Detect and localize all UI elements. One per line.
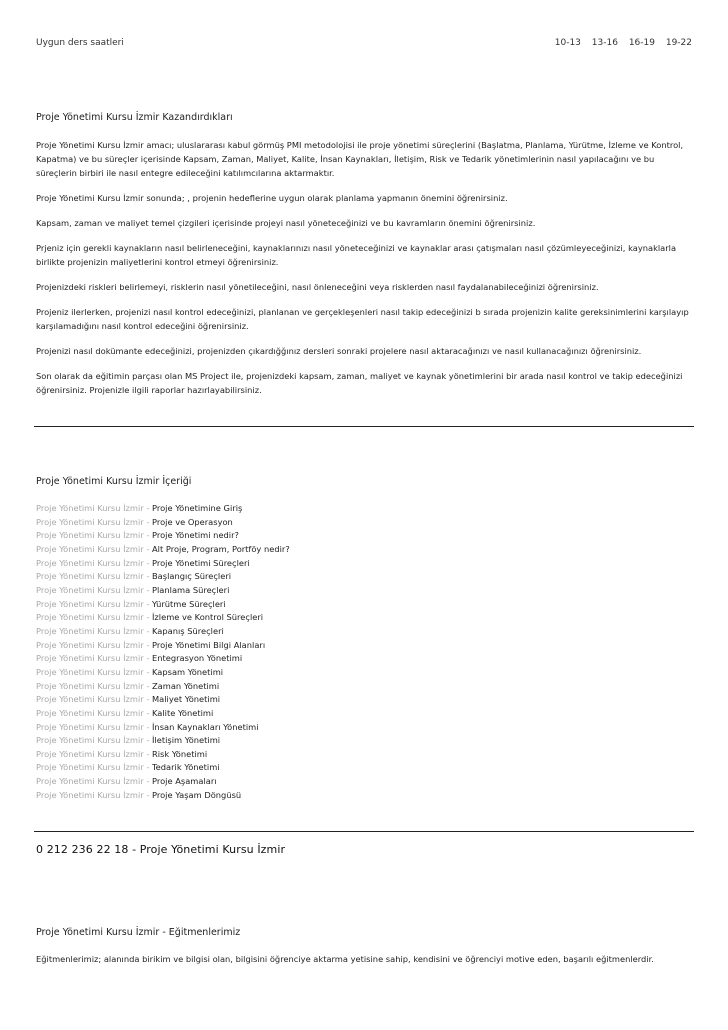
content-item-prefix: Proje Yönetimi Kursu İzmir - xyxy=(36,612,152,623)
content-list-item xyxy=(36,748,694,762)
phone-line: 0 212 236 22 18 - Proje Yönetimi Kursu İzmir xyxy=(36,843,286,856)
content-list-item xyxy=(36,652,694,666)
slot-19-22: 19-22 xyxy=(665,38,692,48)
content-item-prefix: Proje Yönetimi Kursu İzmir - xyxy=(36,789,152,800)
content-list-item xyxy=(36,516,694,530)
content-item-title: Zaman Yönetimi xyxy=(151,680,220,691)
trainers-section xyxy=(36,927,694,966)
content-item-title: Entegrasyon Yönetimi xyxy=(151,653,243,664)
content-item-prefix: Proje Yönetimi Kursu İzmir - xyxy=(36,571,152,582)
content-list-item xyxy=(36,543,694,557)
content-item-prefix: Proje Yönetimi Kursu İzmir - xyxy=(36,694,152,705)
content-item-title: Proje ve Operasyon xyxy=(151,516,233,527)
gains-paragraph: Proje Yönetimi Kursu İzmir amacı; uluslararası kabul görmüş PMI metodolojisi ile proje yönetimi süreçlerini (Başlatma, Planlama, Yürütme, İzleme ve Kontrol, Kapatma) ve bu süreçler içerisinde Kapsam, Zaman, Maliyet, Kalite, İnsan Kaynakları, İletişim, Risk ve Tedarik yönetimlerinin nasıl yapılacağını ve bu süreçlerin birbiri ile nasıl entegre edileceğini katılımcılarına aktarmaktır. xyxy=(36,140,684,178)
content-item-title: Başlangıç Süreçleri xyxy=(151,571,232,582)
content-item-prefix: Proje Yönetimi Kursu İzmir - xyxy=(36,584,152,595)
gains-section xyxy=(36,112,694,397)
content-item-title: Proje Yönetimi nedir? xyxy=(151,530,239,541)
content-list-item xyxy=(36,529,694,543)
content-list-item xyxy=(36,734,694,748)
slot-10-13: 10-13 xyxy=(554,38,581,48)
schedule-label: Uygun ders saatleri xyxy=(36,38,124,48)
content-item-title: Proje Yönetimi Bilgi Alanları xyxy=(151,639,266,650)
content-list-item xyxy=(36,502,694,516)
content-item-prefix: Proje Yönetimi Kursu İzmir - xyxy=(36,776,152,787)
trainers-paragraph: Eğitmenlerimiz; alanında birikim ve bilgisi olan, bilgisini öğrenciye aktarma yetisine sahip, kendisini ve öğrenciyi motive eden, başarılı eğitmenlerdir. xyxy=(36,954,654,964)
gains-paragraph: Projeniz ilerlerken, projenizi nasıl kontrol edeceğinizi, planlanan ve gerçekleşenleri nasıl takip edeceğinizi b sırada projenizin kalite gereksinimlerini karşılayıp karşılamadığını nasıl kontrol edeceğini öğrenirsiniz. xyxy=(36,307,689,331)
content-item-title: İletişim Yönetimi xyxy=(151,735,221,746)
content-heading: Proje Yönetimi Kursu İzmir İçeriği xyxy=(36,476,192,487)
content-list-item xyxy=(36,761,694,775)
content-item-prefix: Proje Yönetimi Kursu İzmir - xyxy=(36,666,152,677)
trainers-heading: Proje Yönetimi Kursu İzmir - Eğitmenlerimiz xyxy=(36,927,241,938)
content-item-prefix: Proje Yönetimi Kursu İzmir - xyxy=(36,653,152,664)
content-list-item xyxy=(36,775,694,789)
content-item-title: Yürütme Süreçleri xyxy=(151,598,226,609)
schedule-slots xyxy=(547,38,692,48)
content-item-title: Alt Proje, Program, Portföy nedir? xyxy=(151,543,290,554)
content-list-item xyxy=(36,693,694,707)
content-item-title: Proje Yaşam Döngüsü xyxy=(151,789,242,800)
content-list-item xyxy=(36,598,694,612)
content-item-prefix: Proje Yönetimi Kursu İzmir - xyxy=(36,735,152,746)
content-list-item xyxy=(36,707,694,721)
content-list-item xyxy=(36,680,694,694)
content-item-prefix: Proje Yönetimi Kursu İzmir - xyxy=(36,762,152,773)
slot-16-19: 16-19 xyxy=(628,38,655,48)
gains-paragraph: Prjeniz için gerekli kaynakların nasıl belirleneceğini, kaynaklarınızı nasıl yöneteceğinizi ve kaynaklar arası çatışmaları nasıl çözümleyeceğinizi, kaynaklarla birlikte projenizin maliyetlerini kontrol etmeyi öğrenirsiniz. xyxy=(36,243,677,267)
content-item-prefix: Proje Yönetimi Kursu İzmir - xyxy=(36,707,152,718)
content-list-item xyxy=(36,721,694,735)
gains-paragraph: Projenizi nasıl dokümante edeceğinizi, projenizden çıkardığğınız dersleri sonraki projelere nasıl aktaracağınızı ve nasıl kullanacağınızı öğrenirsiniz. xyxy=(36,346,642,356)
content-section xyxy=(36,476,694,802)
content-item-title: Risk Yönetimi xyxy=(151,748,208,759)
content-item-title: Maliyet Yönetimi xyxy=(151,694,221,705)
content-list-item xyxy=(36,625,694,639)
content-list-item xyxy=(36,639,694,653)
content-item-title: Proje Yönetimi Süreçleri xyxy=(151,557,250,568)
content-item-prefix: Proje Yönetimi Kursu İzmir - xyxy=(36,530,152,541)
content-item-title: İnsan Kaynakları Yönetimi xyxy=(151,721,259,732)
content-item-prefix: Proje Yönetimi Kursu İzmir - xyxy=(36,503,152,513)
gains-heading: Proje Yönetimi Kursu İzmir Kazandırdıkları xyxy=(36,112,233,123)
content-item-prefix: Proje Yönetimi Kursu İzmir - xyxy=(36,680,152,691)
phone-section xyxy=(36,843,694,856)
content-list-item xyxy=(36,789,694,803)
content-item-title: İzleme ve Kontrol Süreçleri xyxy=(151,612,264,623)
gains-paragraph: Proje Yönetimi Kursu İzmir sonunda; , projenin hedeflerine uygun olarak planlama yapmanın önemini öğrenirsiniz. xyxy=(36,193,508,203)
content-list-item xyxy=(36,570,694,584)
content-item-title: Planlama Süreçleri xyxy=(151,584,230,595)
content-list-item xyxy=(36,611,694,625)
divider xyxy=(34,831,694,832)
content-item-title: Proje Aşamaları xyxy=(151,776,217,787)
content-item-prefix: Proje Yönetimi Kursu İzmir - xyxy=(36,748,152,759)
gains-paragraph: Projenizdeki riskleri belirlemeyi, risklerin nasıl yönetileceğini, nasıl önleneceğini veya risklerden nasıl faydalanabileceğinizi öğrenirsiniz. xyxy=(36,282,599,292)
content-item-prefix: Proje Yönetimi Kursu İzmir - xyxy=(36,625,152,636)
slot-13-16: 13-16 xyxy=(591,38,618,48)
gains-paragraph: Kapsam, zaman ve maliyet temel çizgileri içerisinde projeyi nasıl yöneteceğinizi ve bu kavramların önemini öğrenirsiniz. xyxy=(36,218,536,228)
content-item-prefix: Proje Yönetimi Kursu İzmir - xyxy=(36,543,152,554)
gains-paragraph: Son olarak da eğitimin parçası olan MS Project ile, projenizdeki kapsam, zaman, maliyet ve kaynak yönetimlerini bir arada nasıl kontrol ve takip edeceğinizi öğrenirsiniz. Projenizle ilgili raporlar hazırlayabilirsiniz. xyxy=(36,371,683,395)
content-list-item xyxy=(36,666,694,680)
divider xyxy=(34,426,694,427)
content-list-item xyxy=(36,584,694,598)
content-item-title: Proje Yönetimine Giriş xyxy=(151,503,243,513)
content-item-title: Tedarik Yönetimi xyxy=(151,762,220,773)
content-list-item xyxy=(36,557,694,571)
content-item-prefix: Proje Yönetimi Kursu İzmir - xyxy=(36,598,152,609)
content-list xyxy=(36,502,694,802)
content-item-prefix: Proje Yönetimi Kursu İzmir - xyxy=(36,557,152,568)
content-item-prefix: Proje Yönetimi Kursu İzmir - xyxy=(36,639,152,650)
content-item-prefix: Proje Yönetimi Kursu İzmir - xyxy=(36,721,152,732)
content-item-title: Kapanış Süreçleri xyxy=(151,625,224,636)
content-item-prefix: Proje Yönetimi Kursu İzmir - xyxy=(36,516,152,527)
content-item-title: Kalite Yönetimi xyxy=(151,707,214,718)
content-item-title: Kapsam Yönetimi xyxy=(151,666,224,677)
